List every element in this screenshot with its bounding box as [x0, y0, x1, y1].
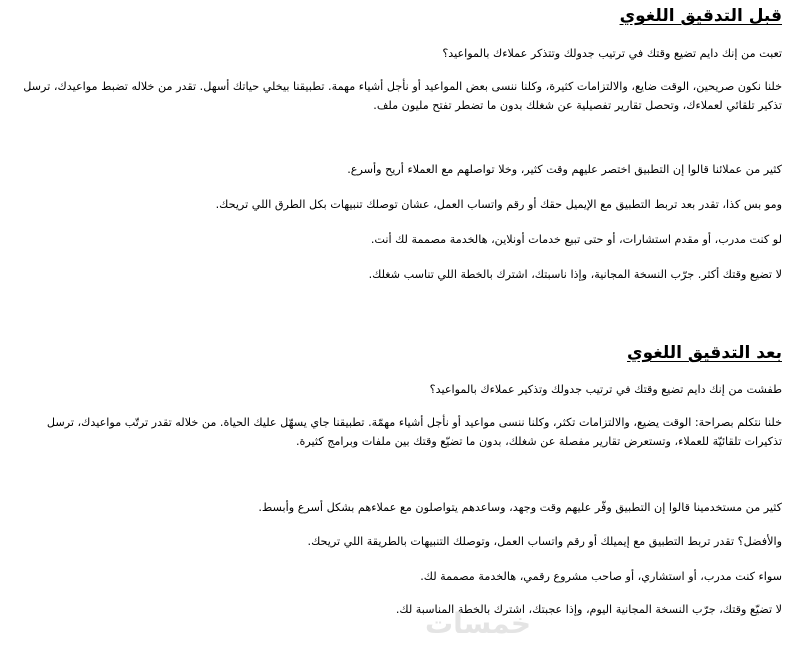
watermark-logo: خمسات: [425, 607, 532, 640]
before-paragraph-1: تعبت من إنك دايم تضيع وقتك في ترتيب جدولك وتتذكر عملاءك بالمواعيد؟: [442, 47, 782, 60]
after-heading: بعد التدقيق اللغوي: [627, 343, 782, 363]
before-paragraph-3: كثير من عملائنا قالوا إن التطبيق اختصر عليهم وقت كثير، وخلا تواصلهم مع العملاء أريح وأسرع.: [347, 163, 782, 176]
before-paragraph-4: ومو بس كذا، تقدر بعد تربط التطبيق مع الإيميل حقك أو رقم واتساب العمل، عشان توصلك تنبيهات بكل الطرق اللي تريحك.: [215, 198, 782, 211]
after-paragraph-6: لا تضيّع وقتك، جرّب النسخة المجانية اليوم، وإذا عجبتك، اشترك بالخطة المناسبة لك.: [395, 603, 782, 616]
before-paragraph-6: لا تضيع وقتك أكثر. جرّب النسخة المجانية، وإذا ناسبتك، اشترك بالخطة اللي تناسب شغلك.: [368, 268, 782, 281]
after-paragraph-5: سواء كنت مدرب، أو استشاري، أو صاحب مشروع رقمي، هالخدمة مصممة لك.: [420, 570, 782, 583]
after-paragraph-3: كثير من مستخدمينا قالوا إن التطبيق وفّر عليهم وقت وجهد، وساعدهم يتواصلون مع عملاءهم بشكل أسرع وأبسط.: [258, 501, 782, 514]
before-paragraph-2: خلنا نكون صريحين، الوقت ضايع، والالتزامات كثيرة، وكلنا ننسى بعض المواعيد أو نأجل أشياء مهمة. تطبيقنا بيخلي حياتك أسهل. تقدر من خلاله تضبط مواعيدك، ترسل تذكير تلقائي لعملاءك، وتحصل تقارير تفصيلية عن شغلك بدون ما تضطر تفتح مليون ملف.: [23, 80, 782, 112]
after-paragraph-1: طفشت من إنك دايم تضيع وقتك في ترتيب جدولك وتذكير عملاءك بالمواعيد؟: [429, 383, 782, 396]
after-paragraph-2: خلنا نتكلم بصراحة: الوقت يضيع، والالتزامات تكثر، وكلنا ننسى مواعيد أو نأجل أشياء مهمّة. تطبيقنا جاي يسهّل عليك الحياة. من خلاله تقدر ترتّب مواعيدك، ترسل تذكيرات تلقائيّة للعملاء، وتستعرض تقارير مفصلة عن شغلك، بدون ما تضيّع وقتك بين ملفات وبرامج كثيرة.: [46, 416, 782, 448]
before-heading: قبل التدقيق اللغوي: [619, 6, 782, 26]
after-paragraph-4: والأفضل؟ تقدر تربط التطبيق مع إيميلك أو رقم واتساب العمل، وتوصلك التنبيهات بالطريقة اللي تريحك.: [307, 535, 782, 548]
before-paragraph-5: لو كنت مدرب، أو مقدم استشارات، أو حتى تبيع خدمات أونلاين، هالخدمة مصممة لك أنت.: [370, 233, 782, 246]
